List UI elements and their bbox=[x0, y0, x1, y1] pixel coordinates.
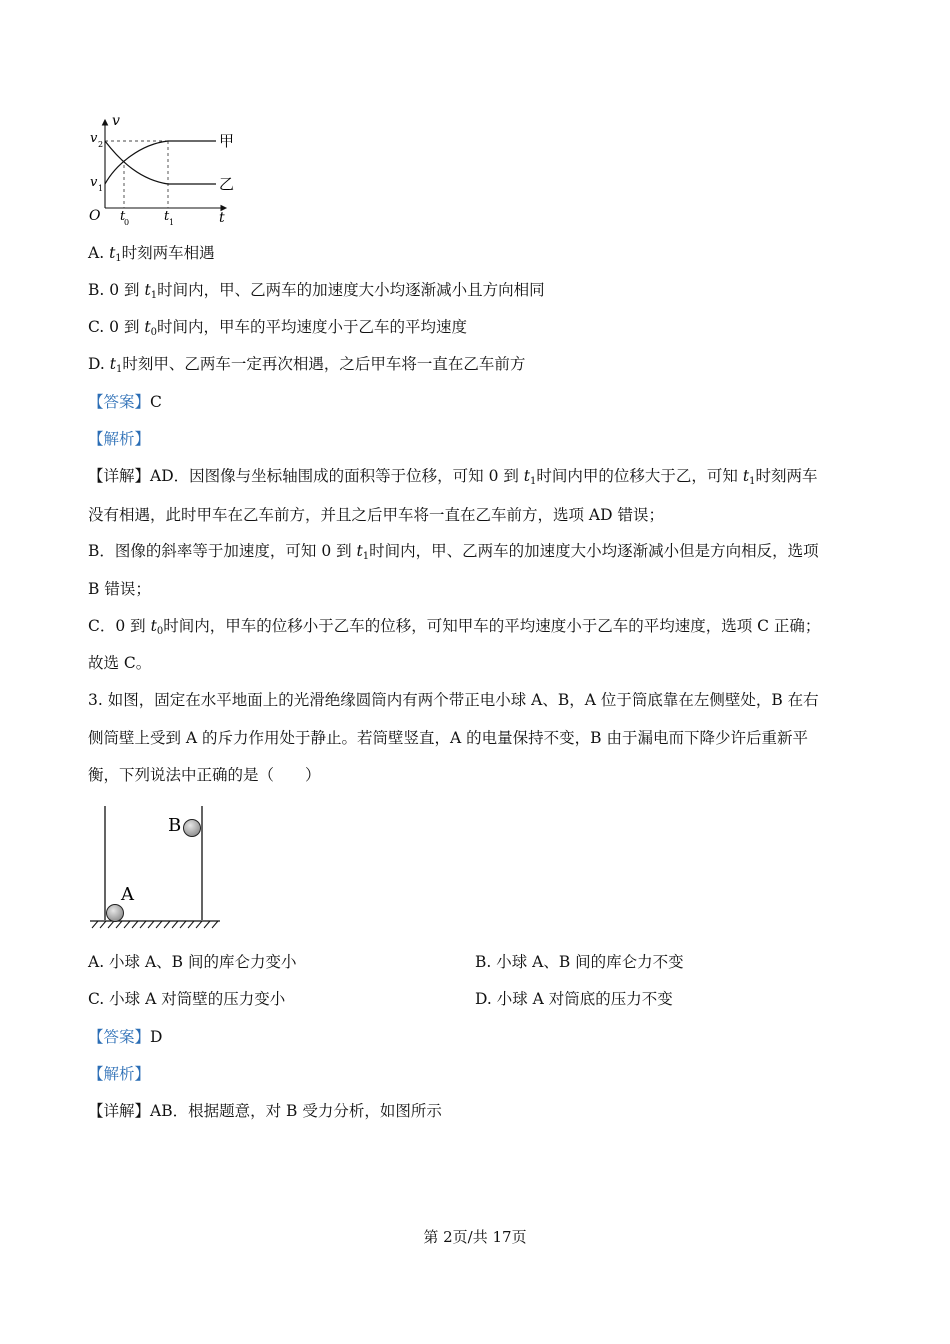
cylinder-figure bbox=[86, 800, 226, 932]
q3-analysis-tag: 【解析】 bbox=[88, 1065, 151, 1083]
page-footer: 第 2页/共 17页 bbox=[423, 1228, 527, 1246]
answer-tag: 【答案】 bbox=[88, 1028, 151, 1046]
q2-option-d: D. $t_1$时刻甲、乙两车一定再次相遇，之后甲车将一直在乙车前方 bbox=[88, 355, 526, 375]
q2-detail-line-4: B 错误； bbox=[88, 580, 151, 598]
q3-stem-line-1: 3. 如图，固定在水平地面上的光滑绝缘圆筒内有两个带正电小球 A、B，A 位于筒底靠在左侧壁处，B 在右 bbox=[88, 691, 819, 709]
label-yi: 乙 bbox=[219, 175, 235, 193]
v1-sub: 1 bbox=[98, 184, 104, 193]
ball-b bbox=[184, 820, 201, 837]
q2-option-b: B. 0 到 $t_1$时间内，甲、乙两车的加速度大小均逐渐减小且方向相同 bbox=[88, 281, 545, 301]
v1-label: v bbox=[90, 175, 98, 190]
q2-detail-line-2: 没有相遇，此时甲车在乙车前方，并且之后甲车将一直在乙车前方，选项 AD 错误； bbox=[88, 506, 664, 524]
label-a: A bbox=[121, 884, 134, 905]
q2-detail-line-5: C．0 到 $t_0$时间内，甲车的位移小于乙车的位移，可知甲车的平均速度小于乙车的平均速度，选项 C 正确； bbox=[88, 617, 821, 637]
vt-graph-figure bbox=[86, 112, 246, 230]
t0-sub: 0 bbox=[124, 218, 130, 227]
curve-jia bbox=[105, 141, 216, 184]
q3-option-d: D. 小球 A 对筒底的压力不变 bbox=[475, 990, 673, 1008]
q2-option-a: A. $t_1$时刻两车相遇 bbox=[88, 244, 215, 264]
q2-option-c: C. 0 到 $t_0$时间内，甲车的平均速度小于乙车的平均速度 bbox=[88, 318, 468, 338]
q3-option-c: C. 小球 A 对筒壁的压力变小 bbox=[88, 990, 286, 1008]
t0-label: t bbox=[120, 209, 126, 224]
origin-label: O bbox=[89, 208, 101, 224]
q3-stem-line-3: 衡，下列说法中正确的是（ ） bbox=[88, 766, 321, 784]
v2-label: v bbox=[90, 131, 98, 146]
q3-option-a: A. 小球 A、B 间的库仑力变小 bbox=[88, 953, 297, 971]
q2-answer: 【答案】C bbox=[88, 393, 162, 411]
axis-t-label: t bbox=[219, 210, 225, 226]
q2-detail-line-6: 故选 C。 bbox=[88, 654, 152, 672]
t1-label: t bbox=[164, 209, 170, 224]
v2-sub: 2 bbox=[98, 140, 104, 149]
label-b: B bbox=[168, 815, 182, 836]
ball-a bbox=[107, 905, 124, 922]
q2-detail-line-3: B．图像的斜率等于加速度，可知 0 到 $t_1$时间内，甲、乙两车的加速度大小均逐渐减小但是方向相反，选项 bbox=[88, 542, 819, 562]
q3-option-b: B. 小球 A、B 间的库仑力不变 bbox=[475, 953, 684, 971]
q2-analysis-tag: 【解析】 bbox=[88, 430, 151, 448]
q3-answer: 【答案】D bbox=[88, 1028, 163, 1046]
q3-stem-line-2: 侧筒壁上受到 A 的斥力作用处于静止。若筒壁竖直，A 的电量保持不变，B 由于漏电而下降少许后重新平 bbox=[88, 729, 808, 747]
q2-detail-line-1: 【详解】AD．因图像与坐标轴围成的面积等于位移，可知 0 到 $t_1$时间内甲的位移大于乙，可知 $t_1$时刻两车 bbox=[88, 467, 818, 487]
axis-v-label: v bbox=[112, 113, 120, 129]
label-jia: 甲 bbox=[219, 132, 235, 150]
ground-hatching bbox=[92, 921, 218, 928]
q3-detail: 【详解】AB．根据题意，对 B 受力分析，如图所示 bbox=[88, 1102, 442, 1120]
t1-sub: 1 bbox=[169, 218, 175, 227]
answer-tag: 【答案】 bbox=[88, 393, 151, 411]
